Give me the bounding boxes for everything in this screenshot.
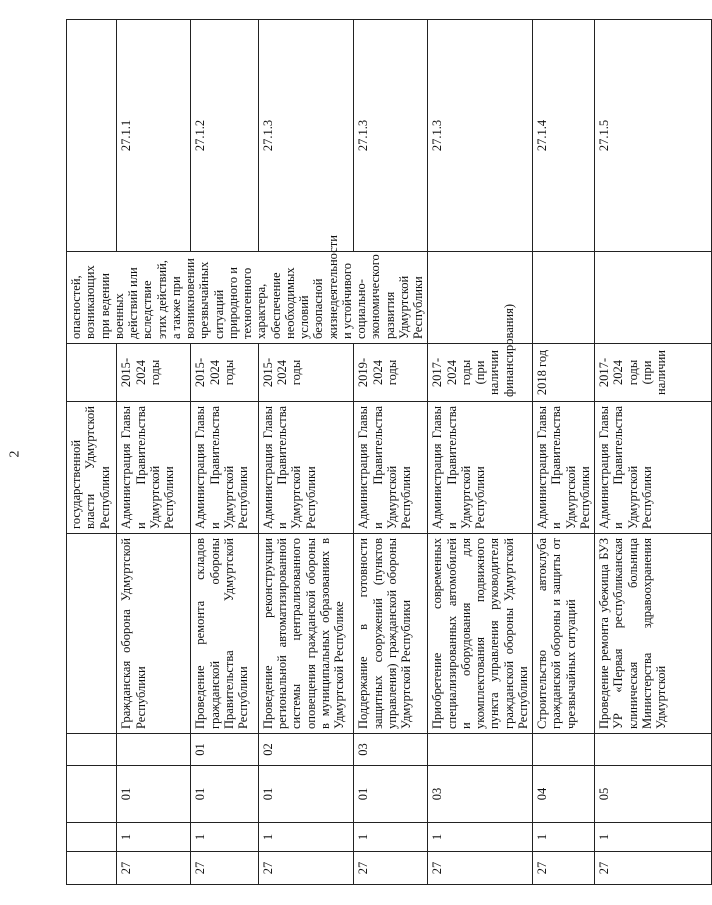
cell-pp: 1 [533, 823, 595, 852]
cell-m [595, 734, 712, 766]
cell-executor: Администрация Главы и Правительства Удмуртской Республики [354, 402, 428, 534]
cell-om: 03 [428, 766, 533, 823]
rotated-content [66, 20, 668, 885]
cell-name: Поддержание в готовности защитных сооружений (пунктов управления) гражданской обороны Удмуртской Республики [354, 534, 428, 734]
cell-m [67, 734, 117, 766]
cell-gp: 27 [117, 852, 191, 885]
cell-gp: 27 [428, 852, 533, 885]
cell-om: 01 [117, 766, 191, 823]
cell-name: Приобретение современных специализированных автомобилей и оборудования для укомплектования подвижного пункта управления руководителя гражданской обороны Удмуртской Республики [428, 534, 533, 734]
cell-om: 01 [258, 766, 354, 823]
cell-indicator: 27.1.3 [428, 20, 533, 252]
cell-om: 05 [595, 766, 712, 823]
cell-executor: Администрация Главы и Правительства Удмуртской Республики [428, 402, 533, 534]
cell-m: 02 [258, 734, 354, 766]
table-row [258, 20, 354, 885]
cell-gp: 27 [595, 852, 712, 885]
cell-om: 01 [191, 766, 259, 823]
cell-indicator [67, 20, 117, 252]
cell-indicator: 27.1.3 [258, 20, 354, 252]
cell-name [67, 534, 117, 734]
table-row [595, 20, 712, 885]
cell-term: 2015-2024 годы [191, 344, 259, 402]
cell-target [533, 252, 595, 344]
cell-indicator: 27.1.2 [191, 20, 259, 252]
cell-om: 04 [533, 766, 595, 823]
cell-name: Проведение ремонта убежища БУЗ УР «Первая республиканская клиническая больница Министерства здравоохранения Удмуртской [595, 534, 712, 734]
table-row [354, 20, 428, 885]
cell-om: 01 [354, 766, 428, 823]
cell-m [533, 734, 595, 766]
cell-gp: 27 [354, 852, 428, 885]
cell-term: 2017-2024 годы (при наличии финансирования) [428, 344, 533, 402]
cell-pp: 1 [191, 823, 259, 852]
cell-indicator: 27.1.1 [117, 20, 191, 252]
cell-target [595, 252, 712, 344]
cell-m: 01 [191, 734, 259, 766]
program-table [66, 19, 712, 885]
cell-gp: 27 [191, 852, 259, 885]
cell-m [117, 734, 191, 766]
cell-name: Гражданская оборона Удмуртской Республики [117, 534, 191, 734]
cell-executor: Администрация Главы и Правительства Удмуртской Республики [595, 402, 712, 534]
cell-term: 2015-2024 годы [258, 344, 354, 402]
cell-term [67, 344, 117, 402]
cell-pp: 1 [595, 823, 712, 852]
cell-gp: 27 [258, 852, 354, 885]
cell-term: 2017-2024 годы (при наличии [595, 344, 712, 402]
cell-executor: Администрация Главы и Правительства Удмуртской Республики [533, 402, 595, 534]
cell-gp: 27 [533, 852, 595, 885]
cell-executor: Администрация Главы и Правительства Удмуртской Республики [191, 402, 259, 534]
cell-om [67, 766, 117, 823]
cell-executor: государственной власти Удмуртской Республики [67, 402, 117, 534]
rotated-table-area [66, 20, 668, 885]
cell-pp [67, 823, 117, 852]
cell-m [428, 734, 533, 766]
cell-name: Проведение реконструкции региональной автоматизированной системы централизованного оповещения гражданской обороны в муниципальных образованиях в Удмуртской Республике [258, 534, 354, 734]
cell-executor: Администрация Главы и Правительства Удмуртской Республики [258, 402, 354, 534]
cell-indicator: 27.1.3 [354, 20, 428, 252]
cell-m: 03 [354, 734, 428, 766]
cell-executor: Администрация Главы и Правительства Удмуртской Республики [117, 402, 191, 534]
cell-name: Проведение ремонта складов гражданской обороны Правительства Удмуртской Республики [191, 534, 259, 734]
cell-term: 2018 год [533, 344, 595, 402]
cell-target [428, 252, 533, 344]
cell-term: 2015-2024 годы [117, 344, 191, 402]
cell-pp: 1 [258, 823, 354, 852]
cell-pp: 1 [428, 823, 533, 852]
continuation-row [67, 20, 117, 885]
table-row [117, 20, 191, 885]
table-row [191, 20, 259, 885]
cell-indicator: 27.1.5 [595, 20, 712, 252]
page-number: 2 [7, 450, 23, 458]
cell-pp: 1 [117, 823, 191, 852]
cell-gp [67, 852, 117, 885]
cell-target: опасностей, возникающих при ведении военных действий или вследствие этих действий, а также при возникновении чрезвычайных ситуаций природного и техногенного характера, обеспечение необходимых условий безопасной жизнедеятельности и устойчивого социально-экономического развития Удмуртской Республики [67, 252, 428, 344]
table-row [533, 20, 595, 885]
cell-name: Строительство автоклуба гражданской обороны и защиты от чрезвычайных ситуаций [533, 534, 595, 734]
cell-pp: 1 [354, 823, 428, 852]
cell-indicator: 27.1.4 [533, 20, 595, 252]
table-row [428, 20, 533, 885]
cell-term: 2019-2024 годы [354, 344, 428, 402]
